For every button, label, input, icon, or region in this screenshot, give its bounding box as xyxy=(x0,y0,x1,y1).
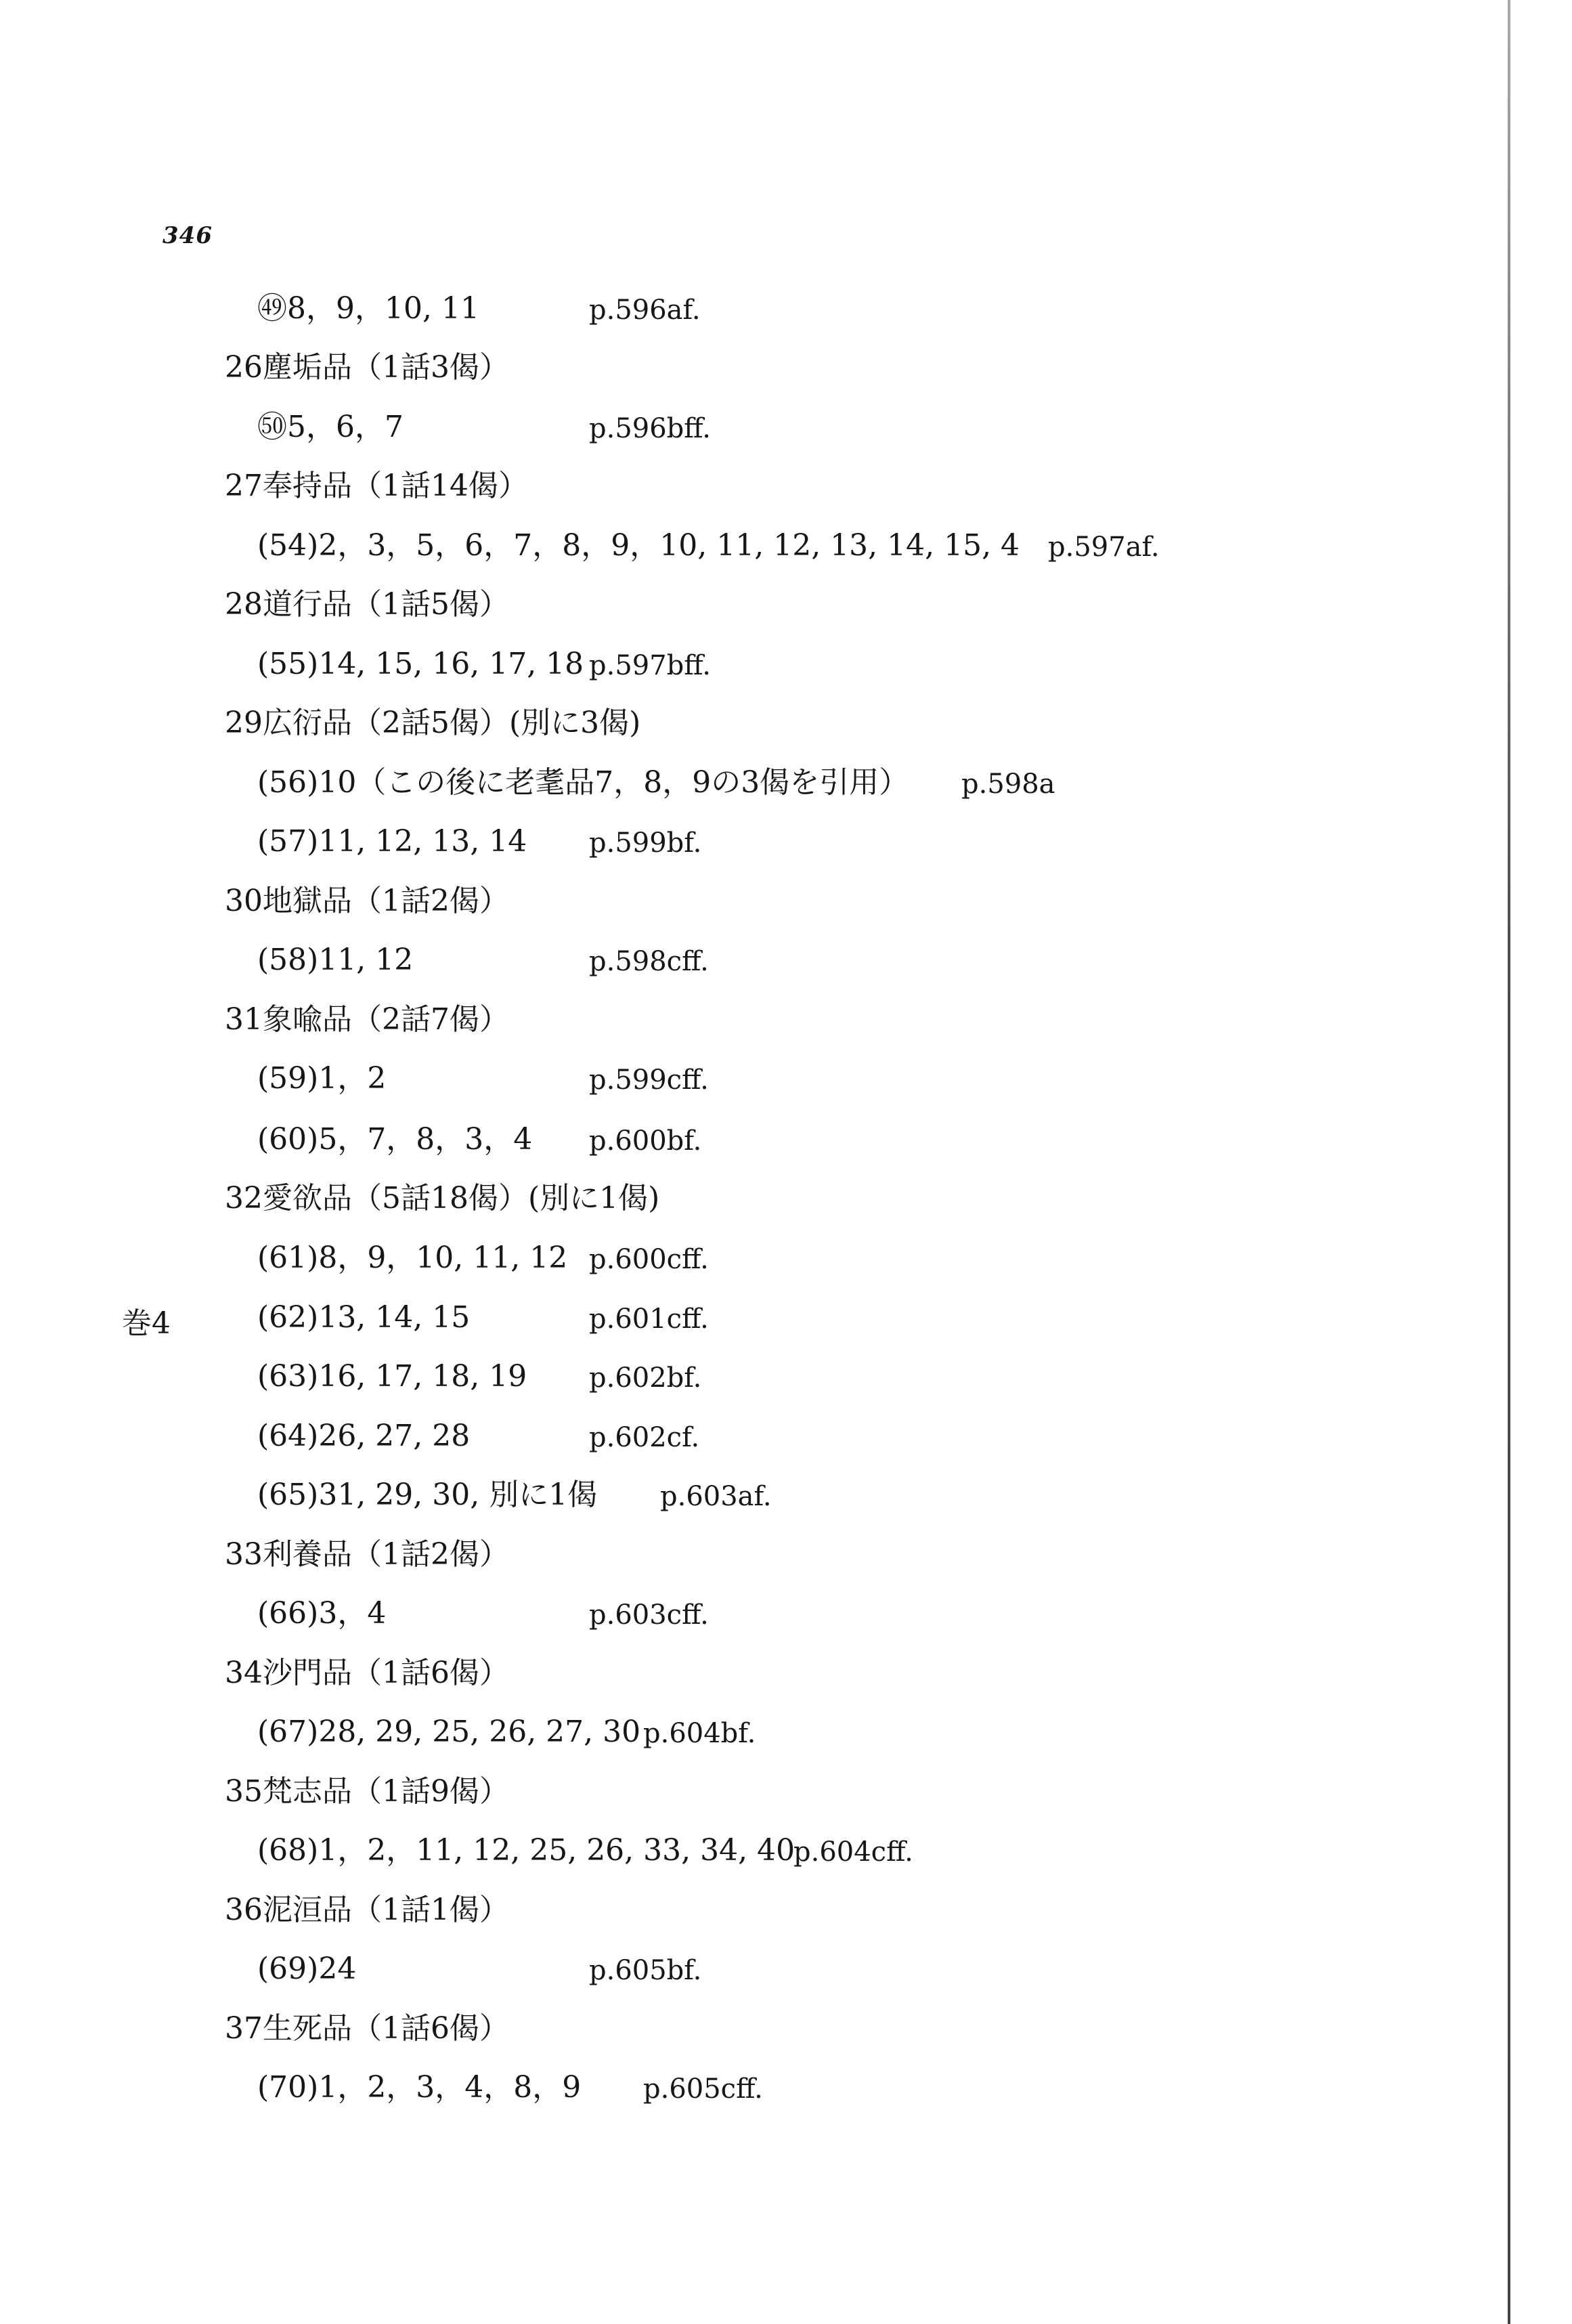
page-number: 346 xyxy=(162,222,213,249)
page-reference: p.603cff. xyxy=(589,1599,709,1631)
page-reference: p.603af. xyxy=(660,1481,772,1512)
section-heading: 27奉持品（1話14偈） xyxy=(225,469,528,503)
page-reference: p.604bf. xyxy=(643,1718,756,1749)
page-reference: p.602cf. xyxy=(589,1422,700,1453)
section-heading: 30地獄品（1話2偈） xyxy=(225,884,509,918)
entry-line: (57)11, 12, 13, 14 xyxy=(257,824,527,859)
page-reference: p.605bf. xyxy=(589,1955,702,1986)
entry-line: ㊾8，9，10, 11 xyxy=(257,291,479,326)
entry-line: (55)14, 15, 16, 17, 18 xyxy=(257,647,584,681)
section-heading: 28道行品（1話5偈） xyxy=(225,587,509,622)
entry-line: (63)16, 17, 18, 19 xyxy=(257,1359,527,1394)
section-heading: 36泥洹品（1話1偈） xyxy=(225,1893,509,1927)
entry-line: (66)3，4 xyxy=(257,1596,387,1631)
section-heading: 37生死品（1話6偈） xyxy=(225,2011,509,2046)
section-heading: 32愛欲品（5話18偈）(別に1偈) xyxy=(225,1181,660,1215)
page-reference: p.597bff. xyxy=(589,650,711,681)
page-reference: p.596bff. xyxy=(589,413,711,444)
section-heading: 29広衍品（2話5偈）(別に3偈) xyxy=(225,706,641,740)
section-heading: 33利養品（1話2偈） xyxy=(225,1537,509,1572)
entry-line: (65)31, 29, 30, 別に1偈 xyxy=(257,1478,598,1512)
page-edge-shadow xyxy=(1508,0,1510,2324)
page-reference: p.599cff. xyxy=(589,1064,709,1096)
entry-line: (59)1，2 xyxy=(257,1061,387,1096)
entry-line: (68)1，2，11, 12, 25, 26, 33, 34, 40 xyxy=(257,1833,795,1868)
section-heading: 31象喩品（2話7偈） xyxy=(225,1002,509,1037)
section-heading: 26塵垢品（1話3偈） xyxy=(225,350,509,385)
entry-line: (56)10（この後に老耄品7，8，9の3偈を引用） xyxy=(257,765,909,800)
section-heading: 35梵志品（1話9偈） xyxy=(225,1774,509,1809)
page-reference: p.604cff. xyxy=(793,1836,913,1868)
entry-line: (60)5，7，8，3，4 xyxy=(257,1122,533,1157)
page-reference: p.602bf. xyxy=(589,1362,702,1394)
entry-line: (61)8，9，10, 11, 12 xyxy=(257,1241,568,1275)
volume-label: 巻4 xyxy=(122,1306,171,1341)
entry-line: ㊿5，6，7 xyxy=(257,410,403,444)
section-heading: 34沙門品（1話6偈） xyxy=(225,1656,509,1690)
page-reference: p.600bf. xyxy=(589,1125,702,1157)
page-reference: p.598a xyxy=(961,769,1055,800)
entry-line: (64)26, 27, 28 xyxy=(257,1419,471,1453)
page-reference: p.598cff. xyxy=(589,946,709,977)
entry-line: (69)24 xyxy=(257,1952,357,1986)
entry-line: (70)1，2，3，4，8，9 xyxy=(257,2070,582,2105)
page-reference: p.597af. xyxy=(1048,532,1160,563)
page-reference: p.605cff. xyxy=(643,2073,763,2105)
entry-line: (62)13, 14, 15 xyxy=(257,1300,471,1335)
page-reference: p.601cff. xyxy=(589,1304,709,1335)
page-reference: p.599bf. xyxy=(589,827,702,859)
page-reference: p.596af. xyxy=(589,295,701,326)
entry-line: (58)11, 12 xyxy=(257,943,414,977)
entry-line: (54)2，3，5，6，7，8，9，10, 11, 12, 13, 14, 15, 4 xyxy=(257,528,1020,563)
entry-line: (67)28, 29, 25, 26, 27, 30 xyxy=(257,1715,641,1749)
page-reference: p.600cff. xyxy=(589,1244,709,1275)
